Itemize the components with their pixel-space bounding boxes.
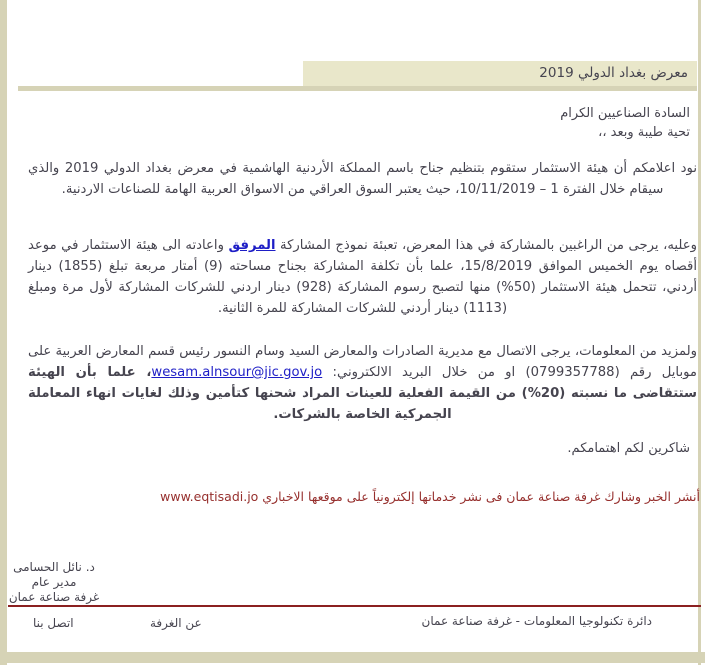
paragraph-participation-text: وعليه، يرجى من الراغبين بالمشاركة في هذا المعرض، تعبئة نموذج المشاركة: [275, 238, 697, 253]
paragraph-contact-text: ولمزيد من المعلومات، يرجى الاتصال مع مديرية الصادرات والمعارض السيد وسام النسور رئيس قسم المعارض العربية على موبايل رقم (0799357788) او من خلال البريد الالكتروني:: [28, 344, 697, 380]
footer-divider-rule: [8, 605, 701, 607]
paragraph-participation: [28, 235, 697, 319]
share-news-line: [160, 489, 700, 504]
email-link[interactable]: wesam.alnsour@jic.gov.jo: [151, 365, 323, 380]
paragraph-announcement-text: نود اعلامكم أن هيئة الاستثمار ستقوم بتنظيم جناح باسم المملكة الأردنية الهاشمية في معرض بغداد الدولي 2019 والذي سيقام خلال الفترة 1 – 10/11/2019، حيث يعتبر السوق العراقي من الاسواق العربية الهامة للصناعات الاردنية.: [28, 161, 697, 197]
footer-link-contact[interactable]: اتصل بنا: [33, 616, 74, 630]
eqtisadi-link[interactable]: www.eqtisadi.jo: [160, 489, 259, 504]
share-news-text: أنشر الخبر وشارك غرفة صناعة عمان فى نشر خدماتها إلكترونياً على موقعها الاخباري: [258, 489, 700, 504]
left-border-strip: [0, 0, 7, 665]
greeting-line: السادة الصناعيين الكرام: [560, 106, 690, 121]
page-title: معرض بغداد الدولي 2019: [303, 61, 697, 86]
title-underline-bar: [18, 86, 697, 91]
paragraph-contact-bold-text: ، علما بأن الهيئة ستتقاضى ما نسبته (20%) من القيمة الفعلية للعينات المراد شحنها كتأمين وذلك لغايات انهاء المعاملة الجمركية الخاصة بالشركات.: [28, 365, 697, 422]
greeting-block: [560, 104, 690, 142]
signature-job-title: مدير عام: [31, 575, 77, 589]
paragraph-participation-text-cont: واعادته الى هيئة الاستثمار في موعد أقصاه يوم الخميس الموافق 15/8/2019، علما بأن تكلفة المشاركة بجناح مساحته (9) أمتار مربعة تبلغ (1855) دينار أردني، تتحمل هيئة الاستثمار (50%) منها لتصبح رسوم المشاركة (928) دينار اردني للشركات المشاركة لأول مرة ومبلغ (1113) دينار أردني للشركات المشاركة للمرة الثانية.: [28, 238, 698, 316]
bottom-border-strip: [0, 652, 705, 663]
signature-block: [8, 560, 100, 605]
footer-dept-label: دائرة تكنولوجيا المعلومات - غرفة صناعة عمان: [421, 614, 652, 628]
signature-org: غرفة صناعة عمان: [8, 590, 100, 604]
closing-line: شاكرين لكم اهتمامكم.: [567, 441, 690, 456]
attachment-link[interactable]: المرفق: [228, 238, 276, 253]
right-border-strip: [698, 0, 701, 665]
paragraph-announcement: [28, 158, 697, 200]
greeting-line: تحية طيبة وبعد ،،: [598, 125, 690, 140]
signature-name: د. نائل الحسامى: [13, 560, 95, 574]
paragraph-contact-info: [28, 341, 697, 425]
footer-link-about[interactable]: عن الغرفة: [150, 616, 202, 630]
